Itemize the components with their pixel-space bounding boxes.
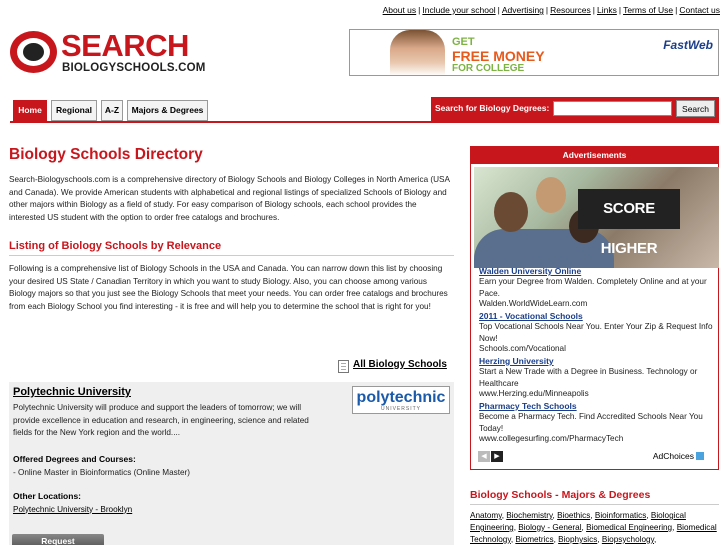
ad-url[interactable]: Walden.WorldWideLearn.com (479, 299, 588, 308)
ad-pager (478, 450, 504, 462)
major-link[interactable]: Biochemistry (506, 511, 553, 520)
target-logo-icon (10, 31, 57, 73)
majors-list: Anatomy, Biochemistry, Bioethics, Bioinformatics, Biological Engineering, Biology - General, Biomedical Engineering, Biomedical Technology, Biometrics, Biophysics, Biopsychology, (470, 511, 717, 544)
major-link[interactable]: Biological Engineering (470, 511, 686, 532)
main-nav (10, 97, 719, 123)
banner-line1: GET (452, 36, 475, 48)
search-input[interactable] (553, 101, 672, 116)
school-description: Polytechnic University will produce and support the leaders of tomorrow; we will provide excellence in education and research, in engineering, science and related fields for the New York region and the world.... (13, 403, 309, 437)
school-logo-text: polytechnic (356, 389, 446, 406)
adchoices-label: AdChoices (652, 451, 694, 461)
top-link-terms[interactable]: Terms of Use (623, 5, 674, 15)
request-button[interactable]: Request (12, 534, 104, 545)
top-link-links[interactable]: Links (597, 5, 617, 15)
degrees-heading: Offered Degrees and Courses: (13, 453, 136, 464)
banner-ad[interactable] (349, 29, 719, 76)
school-logo-sub: UNIVERSITY (380, 406, 421, 412)
top-link-include-school[interactable]: Include your school (422, 5, 496, 15)
major-link[interactable]: Biopsychology (601, 535, 655, 544)
all-schools-link[interactable]: All Biology Schools (353, 359, 447, 370)
ad-description: Start a New Trade with a Degree in Business. Technology or Healthcare (479, 367, 698, 388)
major-link[interactable]: Biomedical Technology (470, 523, 717, 544)
ad-image-text: SCORE HIGHER (578, 189, 680, 229)
ad-list (479, 266, 714, 446)
ad-title[interactable]: 2011 - Vocational Schools (479, 311, 583, 321)
adchoices-link[interactable] (653, 451, 704, 461)
major-link[interactable]: Bioinformatics (594, 511, 647, 520)
banner-photo (390, 30, 445, 76)
ad-url[interactable]: Schools.com/Vocational (479, 344, 566, 353)
chevron-right-icon[interactable]: ▶ (491, 451, 503, 462)
major-link[interactable]: Biomedical Engineering (586, 523, 673, 532)
ad-description: Top Vocational Schools Near You. Enter Your Zip & Request Info Now! (479, 322, 713, 343)
banner-line2: FREE MONEY (452, 48, 545, 64)
listing-text: Following is a comprehensive list of Biology Schools in the USA and Canada. You can narrow down this list by choosing your desired US State / Canadian Territory in which you want to study Biology. Also, you can choose among various Biology majors so that you just see the Biology Schools that meet your needs. You can order free catalogs and brochures from each Biology School you find interesting - it is free and will help you to determine the school that is right for you! (9, 264, 448, 311)
top-link-resources[interactable]: Resources (550, 5, 591, 15)
top-link-about[interactable]: About us (382, 5, 417, 15)
major-link[interactable]: Biophysics (558, 535, 598, 544)
page-title: Biology Schools Directory (9, 146, 203, 163)
sidebar (470, 146, 719, 545)
locations-heading: Other Locations: (13, 490, 82, 501)
location-link[interactable]: Polytechnic University - Brooklyn (13, 504, 133, 514)
ad-title[interactable]: Walden University Online (479, 266, 582, 276)
ad-title[interactable]: Pharmacy Tech Schools (479, 401, 577, 411)
school-logo[interactable] (352, 386, 450, 414)
logo-subtitle: BIOLOGYSCHOOLS.COM (62, 62, 206, 74)
ad-image[interactable] (474, 167, 719, 268)
ads-heading: Advertisements (471, 147, 718, 164)
major-link[interactable]: Biometrics (515, 535, 554, 544)
school-card (9, 382, 454, 545)
document-icon (338, 360, 349, 373)
top-links: About us | Include your school | Advertising | Resources | Links | Terms of Use | Contact us (382, 5, 720, 15)
tab-majors-degrees[interactable]: Majors & Degrees (127, 100, 208, 121)
degree-item: - Online Master in Bioinformatics (Online Master) (13, 467, 190, 477)
ad-title[interactable]: Herzing University (479, 356, 554, 366)
search-form (431, 97, 719, 121)
intro-text: Search-Biologyschools.com is a comprehensive directory of Biology Schools and Biology Colleges in North America (USA and Canada). We provide American students with alphabetical and regional listings of specialized Schools of Biology and other majors within Biology as a field of study. For easy comparison of Biology schools, each school provides the interested US student with the option to order free catalogs and brochures. (9, 175, 450, 222)
tab-regional[interactable]: Regional (51, 100, 97, 121)
major-link[interactable]: Anatomy (470, 511, 502, 520)
top-link-contact[interactable]: Contact us (679, 5, 720, 15)
school-name-link[interactable]: Polytechnic University (13, 386, 131, 398)
main-content (9, 146, 454, 545)
top-link-advertising[interactable]: Advertising (501, 5, 544, 15)
banner-line3: FOR COLLEGE (452, 63, 525, 74)
major-link[interactable]: Bioethics (557, 511, 591, 520)
logo-title: SEARCH (61, 28, 189, 63)
chevron-left-icon[interactable]: ◀ (478, 451, 490, 462)
adchoices-icon (696, 452, 704, 460)
search-label: Search for Biology Degrees: (435, 103, 550, 113)
listing-heading: Listing of Biology Schools by Relevance (9, 240, 454, 256)
tab-a-z[interactable]: A-Z (101, 100, 123, 121)
tab-home[interactable]: Home (13, 100, 47, 121)
ad-url[interactable]: www.Herzing.edu/Minneapolis (479, 389, 589, 398)
ads-box (470, 146, 719, 470)
search-button[interactable]: Search (676, 100, 715, 117)
majors-heading: Biology Schools - Majors & Degrees (470, 489, 719, 505)
major-link[interactable]: Biology - General (518, 523, 582, 532)
ad-description: Become a Pharmacy Tech. Find Accredited Schools Near You Today! (479, 412, 703, 433)
ad-url[interactable]: www.collegesurfing.com/PharmacyTech (479, 434, 624, 443)
ad-description: Earn your Degree from Walden. Completely Online and at your Pace. (479, 277, 707, 298)
banner-brand: FastWeb (663, 38, 713, 52)
site-logo[interactable] (10, 28, 205, 76)
